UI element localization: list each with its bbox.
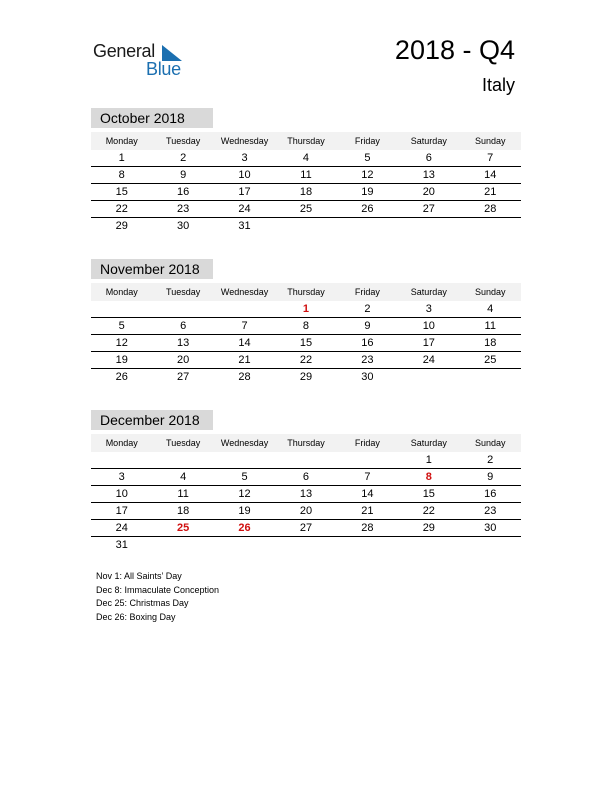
date-cell: 4: [180, 471, 187, 483]
date-cell: [460, 537, 521, 554]
date-cell: 27: [422, 203, 435, 215]
date-cell: 3: [241, 152, 248, 164]
date-cell: 13: [177, 337, 190, 349]
holiday-note: Dec 8: Immaculate Conception: [96, 584, 220, 595]
date-cell: 16: [361, 337, 374, 349]
date-cell: 7: [364, 471, 371, 483]
date-cell: 19: [238, 505, 251, 517]
date-cell: 28: [484, 203, 497, 215]
date-cell: [214, 301, 275, 317]
date-cell: 18: [299, 186, 313, 198]
weekday-header: [91, 283, 521, 301]
date-cell: [275, 452, 336, 468]
week-row: [91, 150, 521, 167]
date-cell: 1: [425, 454, 432, 466]
date-cell: 21: [484, 186, 497, 198]
date-cell: 15: [115, 186, 128, 198]
weekday-label: Thursday: [287, 287, 325, 297]
date-cell: 14: [484, 169, 497, 181]
date-cell: 16: [177, 186, 190, 198]
date-cell: 18: [484, 337, 497, 349]
date-cell: 30: [177, 220, 190, 232]
date-cell: 30: [361, 371, 374, 383]
date-cell: 29: [115, 220, 128, 232]
date-cell: 31: [115, 539, 128, 551]
date-cell: [460, 369, 521, 386]
week-row: [91, 469, 521, 486]
holiday-date-cell: 25: [177, 522, 190, 534]
date-cell: [275, 218, 336, 235]
date-cell: 20: [422, 186, 435, 198]
date-cell: 19: [361, 186, 374, 198]
date-cell: [398, 369, 459, 386]
date-cell: [152, 537, 213, 554]
week-row: [91, 167, 521, 184]
date-cell: 9: [180, 169, 187, 181]
week-rows: [91, 301, 521, 386]
brand-logo: [93, 41, 193, 81]
week-rows: [91, 452, 521, 554]
date-cell: 29: [422, 522, 435, 534]
week-row: [91, 218, 521, 235]
logo-text-general: General: [93, 41, 155, 61]
week-row: [91, 201, 521, 218]
date-cell: [337, 537, 398, 554]
date-cell: 2: [180, 152, 187, 164]
weekday-label: Tuesday: [166, 136, 201, 146]
date-cell: 6: [180, 320, 187, 332]
weekday-label: Tuesday: [166, 438, 201, 448]
weekday-label: Tuesday: [166, 287, 201, 297]
date-cell: [337, 218, 398, 235]
weekday-label: Saturday: [410, 438, 447, 448]
holiday-notes: [96, 570, 219, 624]
date-cell: 22: [115, 203, 128, 215]
date-cell: [460, 218, 521, 235]
date-cell: 17: [238, 186, 251, 198]
month-title: October 2018: [91, 108, 213, 128]
date-cell: 25: [484, 354, 497, 366]
date-cell: 23: [361, 354, 374, 366]
date-cell: 11: [300, 169, 312, 181]
date-cell: 31: [238, 220, 251, 232]
date-cell: 8: [118, 169, 125, 181]
date-cell: [398, 537, 459, 554]
date-cell: 12: [361, 169, 374, 181]
weekday-label: Saturday: [410, 287, 447, 297]
date-cell: 24: [422, 354, 435, 366]
date-cell: 7: [487, 152, 494, 164]
date-cell: 4: [487, 303, 494, 315]
weekday-label: Wednesday: [220, 136, 269, 146]
date-cell: 10: [238, 169, 251, 181]
date-cell: 3: [118, 471, 125, 483]
date-cell: 9: [364, 320, 371, 332]
date-cell: 13: [299, 488, 313, 500]
date-cell: 6: [425, 152, 432, 164]
holiday-note: Nov 1: All Saints’ Day: [96, 571, 182, 581]
date-cell: 14: [238, 337, 251, 349]
week-row: [91, 452, 521, 469]
weekday-label: Wednesday: [220, 287, 269, 297]
date-cell: 7: [241, 320, 248, 332]
week-row: [91, 520, 521, 537]
date-cell: 10: [115, 488, 128, 500]
date-cell: 28: [238, 371, 251, 383]
logo-text-blue: Blue: [146, 59, 181, 79]
date-cell: 21: [361, 505, 374, 517]
weekday-label: Thursday: [287, 136, 325, 146]
month-december: [91, 410, 521, 554]
date-cell: 12: [238, 488, 251, 500]
holiday-date-cell: 8: [425, 471, 432, 483]
weekday-label: Friday: [354, 438, 380, 448]
date-cell: 26: [361, 203, 374, 215]
weekday-label: Sunday: [474, 438, 506, 448]
date-cell: 11: [177, 488, 189, 500]
weekday-label: Friday: [354, 136, 380, 146]
holiday-date-cell: 26: [238, 522, 251, 534]
page-title: 2018 - Q4: [394, 35, 515, 65]
weekday-label: Wednesday: [220, 438, 269, 448]
date-cell: 30: [484, 522, 497, 534]
weekday-header: [91, 132, 521, 150]
date-cell: 24: [238, 203, 251, 215]
date-cell: 26: [115, 371, 128, 383]
date-cell: 25: [299, 203, 313, 215]
date-cell: 21: [238, 354, 251, 366]
date-cell: 2: [487, 454, 494, 466]
weekday-label: Saturday: [410, 136, 447, 146]
month-november: [91, 259, 521, 386]
date-cell: 15: [422, 488, 435, 500]
date-cell: [214, 537, 275, 554]
date-cell: 20: [177, 354, 190, 366]
date-cell: 27: [177, 371, 190, 383]
weekday-header: [91, 434, 521, 452]
date-cell: 4: [302, 152, 310, 164]
week-rows: [91, 150, 521, 235]
date-cell: 5: [364, 152, 371, 164]
date-cell: 28: [361, 522, 374, 534]
month-title: December 2018: [91, 410, 213, 430]
date-cell: 13: [422, 169, 435, 181]
date-cell: 16: [484, 488, 497, 500]
date-cell: [91, 452, 152, 468]
date-cell: [214, 452, 275, 468]
holiday-note: Dec 26: Boxing Day: [96, 611, 176, 622]
date-cell: 23: [177, 203, 190, 215]
holiday-note: Dec 25: Christmas Day: [96, 598, 189, 608]
date-cell: 19: [115, 354, 128, 366]
date-cell: 1: [118, 152, 125, 164]
date-cell: 17: [115, 505, 128, 517]
date-cell: [275, 537, 336, 554]
date-cell: 20: [299, 505, 313, 517]
date-cell: 12: [115, 337, 128, 349]
date-cell: [152, 301, 213, 317]
date-cell: 2: [364, 303, 371, 315]
week-row: [91, 503, 521, 520]
weekday-label: Monday: [105, 438, 138, 448]
date-cell: 5: [118, 320, 125, 332]
date-cell: 24: [115, 522, 128, 534]
week-row: [91, 486, 521, 503]
date-cell: [91, 301, 152, 317]
week-row: [91, 318, 521, 335]
date-cell: 9: [487, 471, 494, 483]
date-cell: 10: [422, 320, 435, 332]
date-cell: [337, 452, 398, 468]
date-cell: 14: [361, 488, 374, 500]
date-cell: 22: [299, 354, 313, 366]
week-row: [91, 301, 521, 318]
date-cell: 11: [484, 320, 496, 332]
date-cell: 22: [422, 505, 435, 517]
date-cell: 3: [425, 303, 432, 315]
week-row: [91, 352, 521, 369]
date-cell: 27: [299, 522, 313, 534]
date-cell: 18: [177, 505, 190, 517]
week-row: [91, 184, 521, 201]
weekday-label: Thursday: [287, 438, 325, 448]
date-cell: 6: [302, 471, 310, 483]
week-row: [91, 335, 521, 352]
date-cell: 5: [241, 471, 248, 483]
week-row: [91, 537, 521, 554]
date-cell: 23: [484, 505, 497, 517]
weekday-label: Sunday: [474, 136, 506, 146]
weekday-label: Monday: [105, 136, 138, 146]
holiday-date-cell: 1: [302, 303, 310, 315]
week-row: [91, 369, 521, 386]
month-october: [91, 108, 521, 235]
date-cell: 8: [302, 320, 310, 332]
weekday-label: Sunday: [474, 287, 506, 297]
month-title: November 2018: [91, 259, 213, 279]
date-cell: 29: [299, 371, 313, 383]
date-cell: [152, 452, 213, 468]
weekday-label: Friday: [354, 287, 380, 297]
country-label: Italy: [481, 75, 515, 95]
weekday-label: Monday: [105, 287, 138, 297]
date-cell: [398, 218, 459, 235]
date-cell: 17: [422, 337, 435, 349]
date-cell: 15: [299, 337, 313, 349]
